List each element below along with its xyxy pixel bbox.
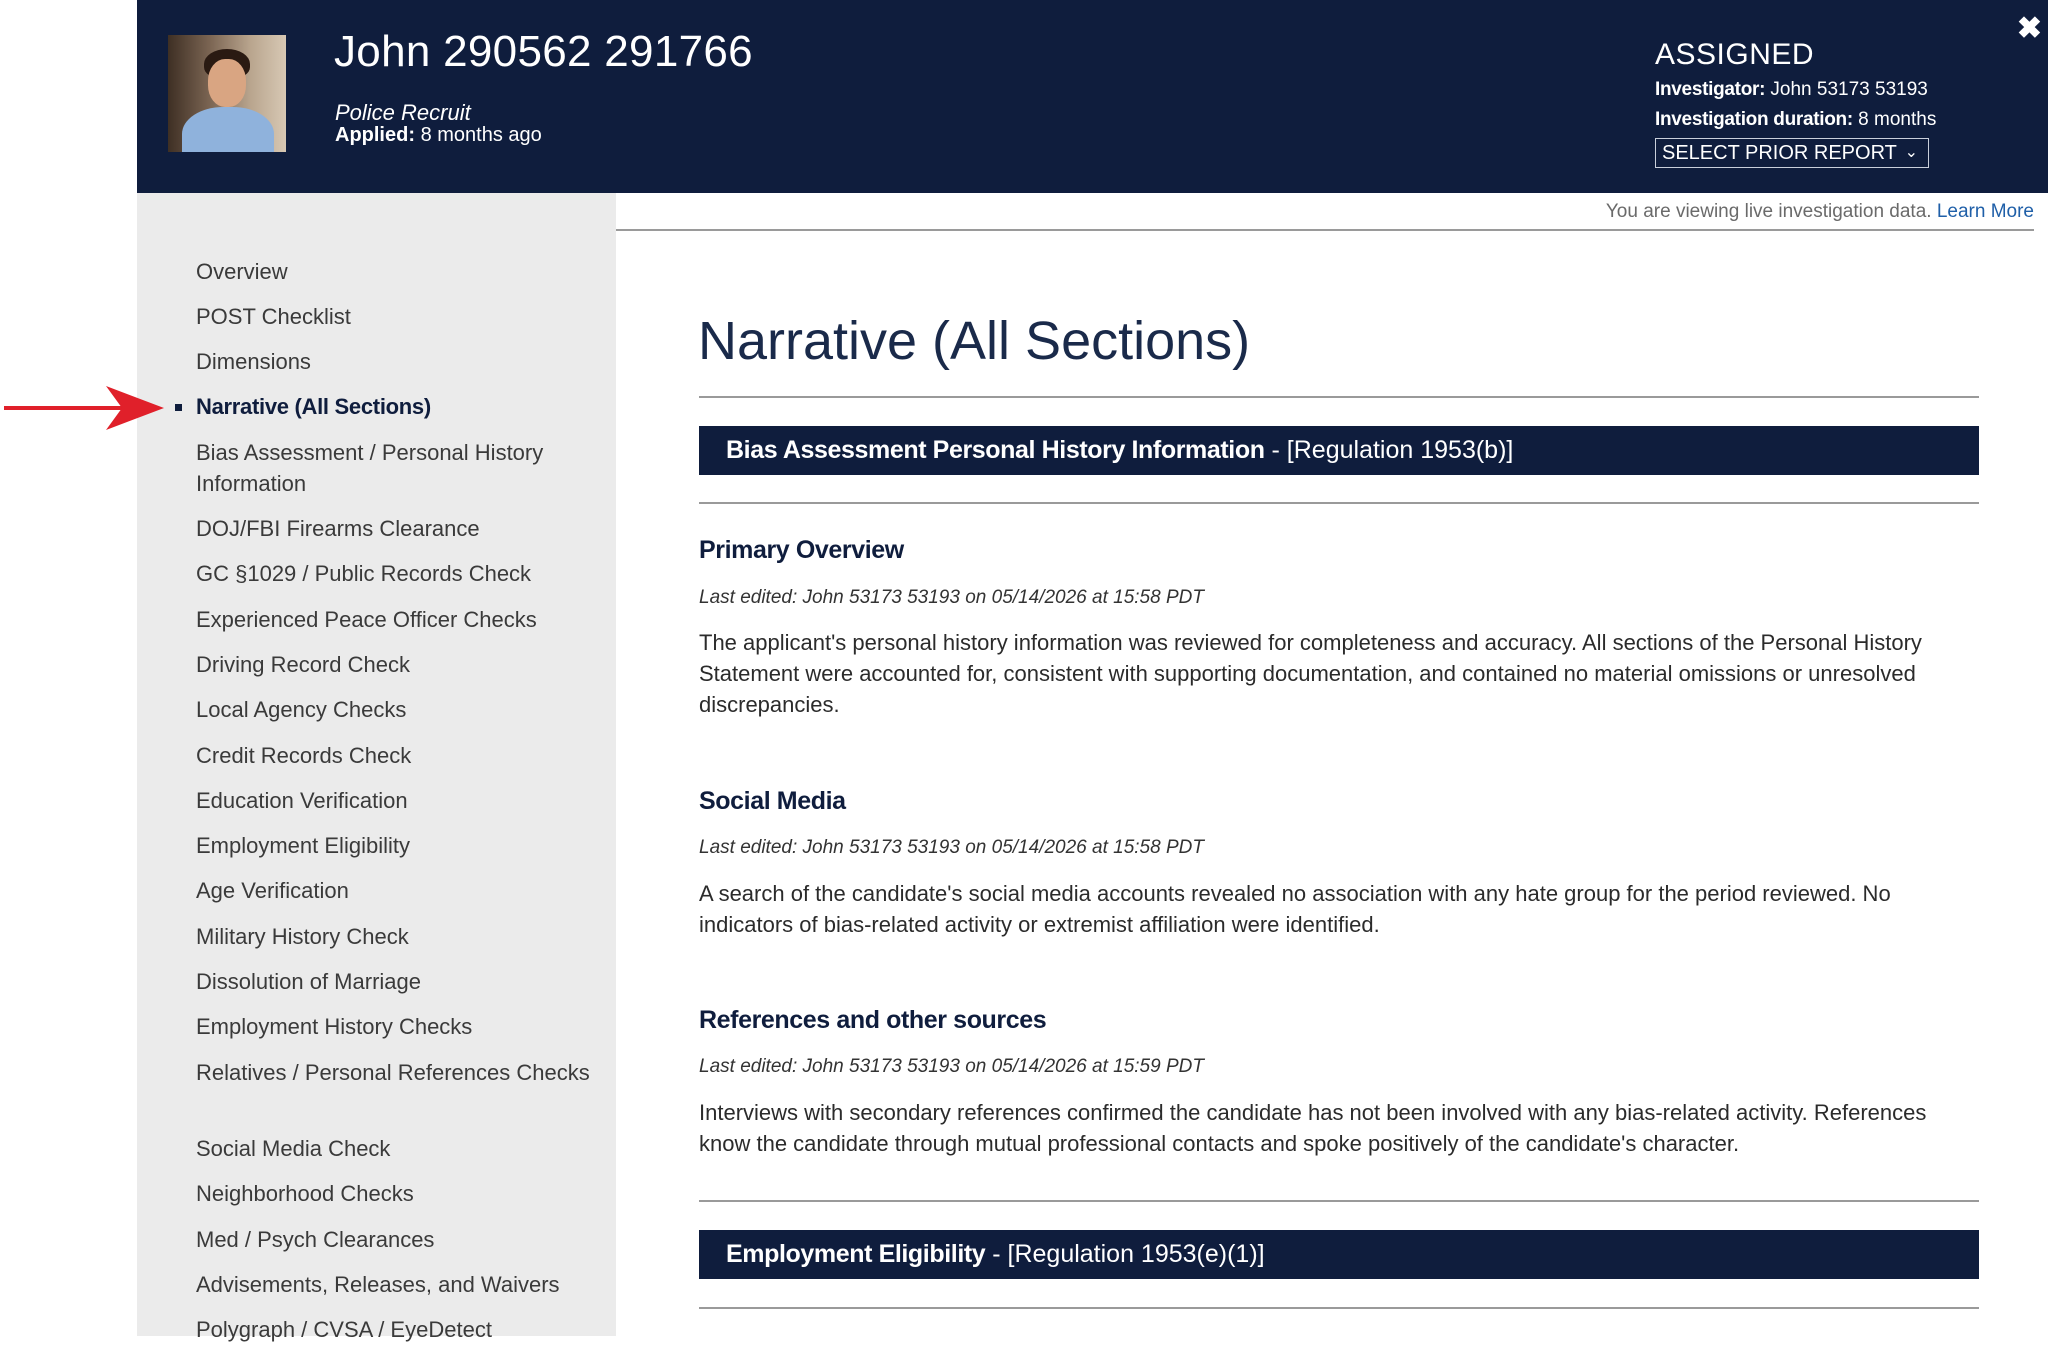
investigator-info: [1655, 78, 1928, 102]
divider: [699, 1307, 1979, 1309]
close-icon[interactable]: ✖: [2016, 12, 2042, 45]
section-header-bias-assessment[interactable]: [699, 426, 1979, 475]
page-title: Narrative (All Sections): [698, 311, 1251, 371]
section-name: Bias Assessment Personal History Information: [726, 436, 1265, 464]
sidebar-item-firearms-clearance[interactable]: DOJ/FBI Firearms Clearance: [196, 516, 480, 541]
last-edited-social-media: Last edited: John 53173 53193 on 05/14/2026 at 15:58 PDT: [699, 837, 1204, 858]
last-edited-primary-overview: Last edited: John 53173 53193 on 05/14/2026 at 15:58 PDT: [699, 587, 1204, 608]
narrative-references: Interviews with secondary references confirmed the candidate has not been involved with any bias-related activity. References know the candidate through mutual professional contacts and spoke positively of the candidate's character.: [699, 1100, 1927, 1156]
narrative-primary-overview: The applicant's personal history information was reviewed for completeness and accuracy. All sections of the Personal History Statement were accounted for, consistent with supporting documentation, and contained no material omissions or unresolved discrepancies.: [699, 630, 1922, 717]
sidebar-item-references-checks[interactable]: Relatives / Personal References Checks: [196, 1060, 590, 1085]
section-name: Employment Eligibility: [726, 1240, 986, 1268]
sidebar-item-social-media[interactable]: Social Media Check: [196, 1136, 391, 1161]
chevron-down-icon: ⌄: [1904, 144, 1918, 161]
sidebar-item-local-agency[interactable]: Local Agency Checks: [196, 697, 407, 722]
sidebar-item-public-records[interactable]: GC §1029 / Public Records Check: [196, 561, 532, 586]
sidebar-item-peace-officer-checks[interactable]: Experienced Peace Officer Checks: [196, 607, 537, 632]
applied-value: 8 months ago: [420, 124, 542, 146]
sidebar-item-polygraph[interactable]: Polygraph / CVSA / EyeDetect: [196, 1317, 492, 1342]
learn-more-link[interactable]: Learn More: [1936, 201, 2034, 222]
divider: [699, 396, 1979, 398]
sidebar-item-credit-records[interactable]: Credit Records Check: [196, 743, 412, 768]
live-data-notice-text: You are viewing live investigation data.: [1605, 201, 1932, 222]
sidebar-item-post-checklist[interactable]: POST Checklist: [196, 304, 351, 329]
sidebar-item-employment-history[interactable]: Employment History Checks: [196, 1014, 473, 1039]
duration-value: 8 months: [1858, 109, 1937, 130]
applied-label: Applied:: [335, 124, 415, 146]
subsection-title-primary-overview: Primary Overview: [699, 536, 904, 564]
candidate-avatar: [168, 35, 286, 152]
applied-info: [335, 122, 542, 148]
sidebar-nav: [137, 193, 616, 1342]
investigator-value: John 53173 53193: [1770, 79, 1928, 100]
subsection-title-references: References and other sources: [699, 1006, 1047, 1034]
sidebar-item-dissolution-marriage[interactable]: Dissolution of Marriage: [196, 969, 421, 994]
subsection-title-social-media: Social Media: [699, 787, 846, 815]
prior-report-select[interactable]: [1655, 138, 1929, 168]
last-edited-references: Last edited: John 53173 53193 on 05/14/2026 at 15:59 PDT: [699, 1056, 1204, 1077]
sidebar-item-education[interactable]: Education Verification: [196, 788, 408, 813]
live-data-notice: [616, 193, 2034, 231]
duration-label: Investigation duration:: [1655, 109, 1853, 130]
sidebar-item-narrative[interactable]: Narrative (All Sections): [196, 394, 431, 419]
sidebar-item-med-psych[interactable]: Med / Psych Clearances: [196, 1227, 435, 1252]
sidebar-item-dimensions[interactable]: Dimensions: [196, 349, 311, 374]
sidebar-item-neighborhood[interactable]: Neighborhood Checks: [196, 1181, 414, 1206]
investigator-label: Investigator:: [1655, 79, 1766, 100]
divider: [699, 502, 1979, 504]
section-regulation: - [Regulation 1953(e)(1)]: [985, 1240, 1265, 1268]
sidebar-item-military-history[interactable]: Military History Check: [196, 924, 409, 949]
sidebar-item-advisements[interactable]: Advisements, Releases, and Waivers: [196, 1272, 560, 1297]
active-item-bullet-icon: [175, 404, 182, 411]
duration-info: [1655, 108, 1936, 132]
section-regulation: - [Regulation 1953(b)]: [1264, 436, 1514, 464]
sidebar-item-overview[interactable]: Overview: [196, 259, 288, 284]
red-arrow-icon: [4, 386, 164, 430]
candidate-header: [137, 0, 2048, 193]
candidate-name: John 290562 291766: [334, 27, 753, 76]
divider: [699, 1200, 1979, 1202]
candidate-role: Police Recruit: [335, 100, 471, 125]
sidebar-item-employment-eligibility[interactable]: Employment Eligibility: [196, 833, 410, 858]
status-badge: ASSIGNED: [1655, 38, 1815, 71]
sidebar-item-driving-record[interactable]: Driving Record Check: [196, 652, 410, 677]
section-header-employment-eligibility[interactable]: [699, 1230, 1979, 1279]
sidebar-item-age-verification[interactable]: Age Verification: [196, 878, 349, 903]
prior-report-select-label: SELECT PRIOR REPORT: [1662, 142, 1897, 164]
sidebar-item-bias-assessment[interactable]: Bias Assessment / Personal History Information: [196, 440, 544, 496]
narrative-social-media: A search of the candidate's social media accounts revealed no association with any hate group for the period reviewed. No indicators of bias-related activity or extremist affiliation were identified.: [699, 881, 1891, 937]
